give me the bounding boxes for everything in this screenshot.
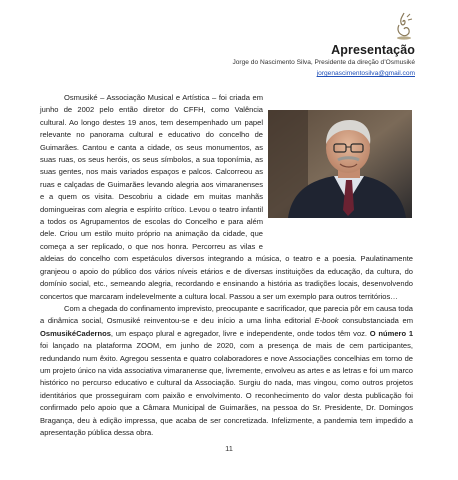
paragraph-2-text: Com a chegada do confinamento imprevisto, preocupante e sacrificador, que parecia pôr em causa toda a dinâmica social, Osmusiké reinventou-se e deu início a uma linha editorial (40, 303, 413, 326)
paragraph-2-text: consubstanciada em (338, 316, 413, 326)
osmusike-logo (393, 11, 415, 41)
page-number: 11 (225, 444, 233, 453)
author-line: Jorge do Nascimento Silva, Presidente da direção d’Osmusiké (232, 59, 415, 66)
photo-float-spacer (263, 110, 413, 245)
body-text (40, 92, 413, 439)
issue-number-phrase: O número 1 (369, 328, 414, 338)
page-title: Apresentação (331, 43, 415, 57)
paragraph-2-text: , um espaço plural e agregador, livre e independente, onde todos têm voz. (110, 328, 370, 338)
ebook-term: E-book (314, 316, 339, 326)
osmusike-cadernos-brand: OsmusikéCadernos (40, 328, 111, 338)
paragraph-1: Osmusiké – Associação Musical e Artística – foi criada em junho de 2002 pelo então diretor do CFFH, como Valência cultural. Ao longo destes 19 anos, tem desempenhado um papel relevante no panorama cultural e educativo do concelho de Guimarães. Cantou e canta a cidade, os seus monumentos, as suas ruas, os seus heróis, os seus símbolos, a sua toponímia, as suas gentes, nos mais variados espaços e palcos. Calcorreou as ruas e calçadas de Guimarães levando alegria aos vimaranenses e a quem os visita. Descobriu a cidade em muitas manhãs domingueiras com alegria e espírito crítico. Levou o teatro infantil a todos os Agrupamentos de escolas do Concelho e para além dele. Criou um estilo muito próprio na animação da cidade, que começa a ser replicado, o que nos honra. Percorreu as vilas e aldeias do concelho com espetáculos diversos integrando a música, o teatro e a poesia. Paulatinamente granjeou o apoio do público dos vários níveis etários e de diversas instituições da educação, da cultura, do domínio social, etc., semeando alegria, recordando e ensinando a história as tradições locais, desenvolvendo concertos que marcaram indelevelmente a cultura local. Passou a ser um exemplo para outros territórios… (40, 93, 413, 301)
paragraph-2-text: foi lançado na plataforma ZOOM, em junho de 2020, com a presença de mais de cem participantes, redundando num êxito. Agregou sessenta e quatro colaboradores e nove Associações concelhias em torno de um projeto único na vida associativa vimaranense que, livremente, envolveu as artes e as letras e foi um marco histórico no percurso educativo e cultural da Associação. Surgiu do nada, mas vingou, como outros projetos identitários que prosseguiram com paixão e envolvimento. O reconhecimento do valor desta publicação foi confirmado pelo apoio que a Câmara Municipal de Guimarães, na pessoa do Sr. Presidente, Dr. Domingos Bragança, deu à edição impressa, que acaba de ser concretizada. Infelizmente, a pandemia tem impedido a apresentação pública dessa obra. (40, 341, 413, 437)
paragraph-2 (40, 303, 413, 439)
author-email-link[interactable]: jorgenascimentosilva@gmail.com (316, 70, 415, 77)
